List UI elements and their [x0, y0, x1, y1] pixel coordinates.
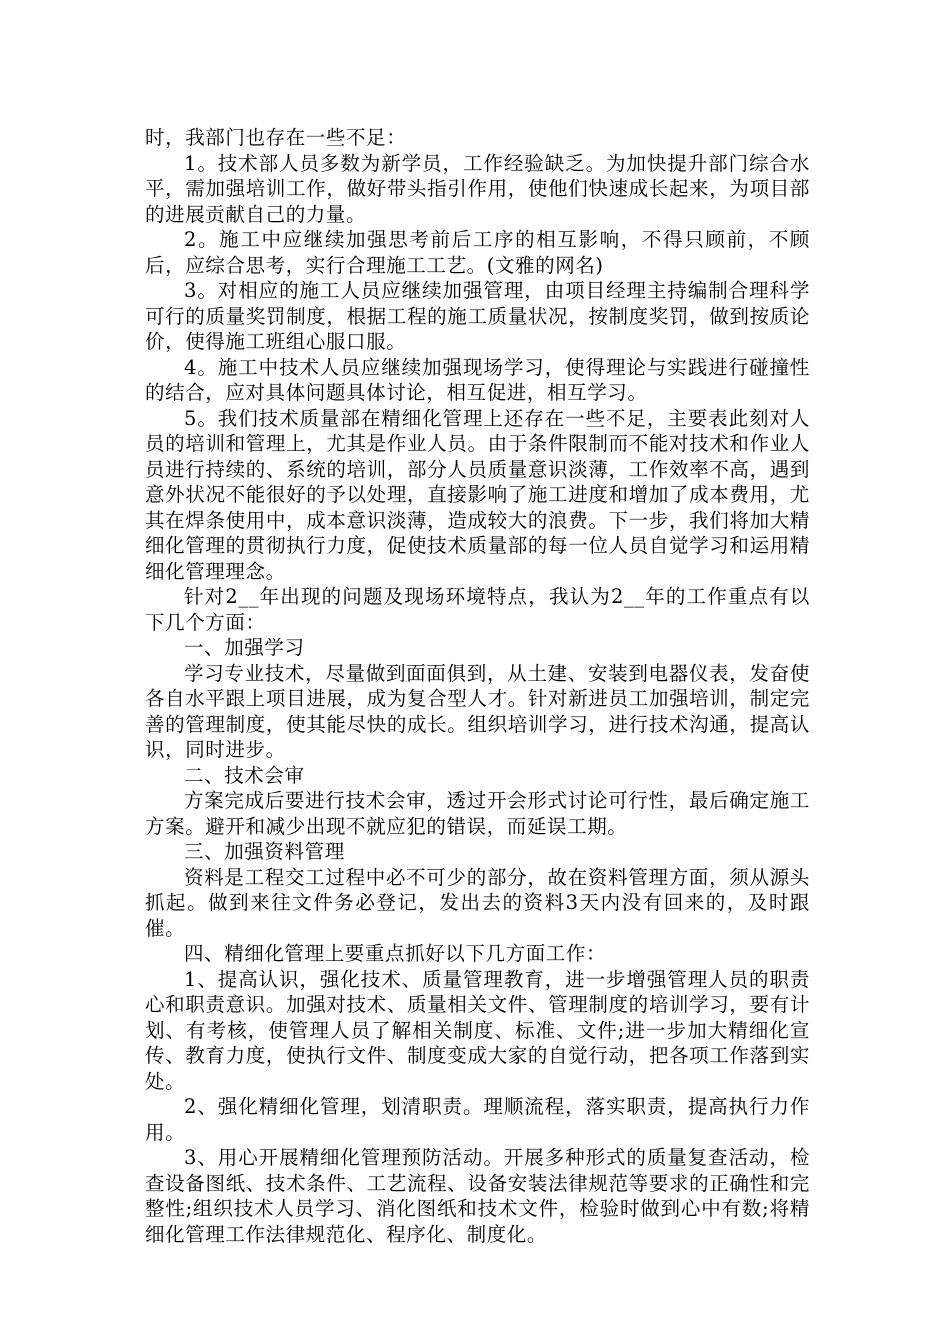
paragraph-intro: 时，我部门也存在一些不足：: [145, 126, 407, 149]
paragraph-section-4-item-3: 3、用心开展精细化管理预防活动。开展多种形式的质量复查活动，检查设备图纸、技术条件、工艺流程、设备安装法律规范等要求的正确性和完整性;组织技术人员学习、消化图纸和技术文件，检验时做到心中有数;将精细化管理工作法律规范化、程序化、制度化。: [145, 1146, 810, 1246]
section-heading-1: 一、加强学习: [184, 636, 305, 659]
paragraph-section-2: 方案完成后要进行技术会审，透过开会形式讨论可行性，最后确定施工方案。避开和减少出现不就应犯的错误，而延误工期。: [145, 789, 810, 838]
section-heading-4: 四、精细化管理上要重点抓好以下几方面工作：: [184, 942, 607, 965]
section-heading-2: 二、技术会审: [184, 763, 305, 787]
paragraph-issue-3: 3。对相应的施工人员应继续加强管理，由项目经理主持编制合理科学可行的质量奖罚制度，根据工程的施工质量状况，按制度奖罚，做到按质论价，使得施工班组心服口服。: [145, 279, 810, 353]
paragraph-issue-4: 4。施工中技术人员应继续加强现场学习，使得理论与实践进行碰撞性的结合，应对具体问题具体讨论，相互促进，相互学习。: [145, 355, 810, 404]
paragraph-issue-5: 5。我们技术质量部在精细化管理上还存在一些不足，主要表此刻对人员的培训和管理上，尤其是作业人员。由于条件限制而不能对技术和作业人员进行持续的、系统的培训，部分人员质量意识淡薄，工作效率不高，遇到意外状况不能很好的予以处理，直接影响了施工进度和增加了成本费用，尤其在焊条使用中，成本意识淡薄，造成较大的浪费。下一步，我们将加大精细化管理的贯彻执行力度，促使技术质量部的每一位人员自觉学习和运用精细化管理理念。: [145, 406, 810, 583]
paragraph-section-3: 资料是工程交工过程中必不可少的部分，故在资料管理方面，须从源头抓起。做到来往文件务必登记，发出去的资料3天内没有回来的，及时跟催。: [145, 865, 810, 940]
document-body: [145, 125, 810, 1247]
paragraph-section-1: 学习专业技术，尽量做到面面俱到，从土建、安装到电器仪表，发奋使各自水平跟上项目进展，成为复合型人才。针对新进员工加强培训，制定完善的管理制度，使其能尽快的成长。组织培训学习，进行技术沟通，提高认识，同时进步。: [145, 661, 810, 761]
paragraph-issue-2: 2。施工中应继续加强思考前后工序的相互影响，不得只顾前，不顾后，应综合思考，实行合理施工工艺。(文雅的网名): [145, 228, 810, 277]
paragraph-section-4-item-1: 1、提高认识，强化技术、质量管理教育，进一步增强管理人员的职责心和职责意识。加强对技术、质量相关文件、管理制度的培训学习，要有计划、有考核，使管理人员了解相关制度、标准、文件;进一步加大精细化宣传、教育力度，使执行文件、制度变成大家的自觉行动，把各项工作落到实处。: [145, 967, 810, 1093]
paragraph-issue-1: 1。技术部人员多数为新学员，工作经验缺乏。为加快提升部门综合水平，需加强培训工作，做好带头指引作用，使他们快速成长起来，为项目部的进展贡献自己的力量。: [145, 151, 810, 226]
paragraph-section-4-item-2: 2、强化精细化管理，划清职责。理顺流程，落实职责，提高执行力作用。: [145, 1095, 810, 1144]
paragraph-plan-intro: 针对2__年出现的问题及现场环境特点，我认为2__年的工作重点有以下几个方面：: [145, 585, 810, 634]
section-heading-3: 三、加强资料管理: [184, 840, 345, 863]
